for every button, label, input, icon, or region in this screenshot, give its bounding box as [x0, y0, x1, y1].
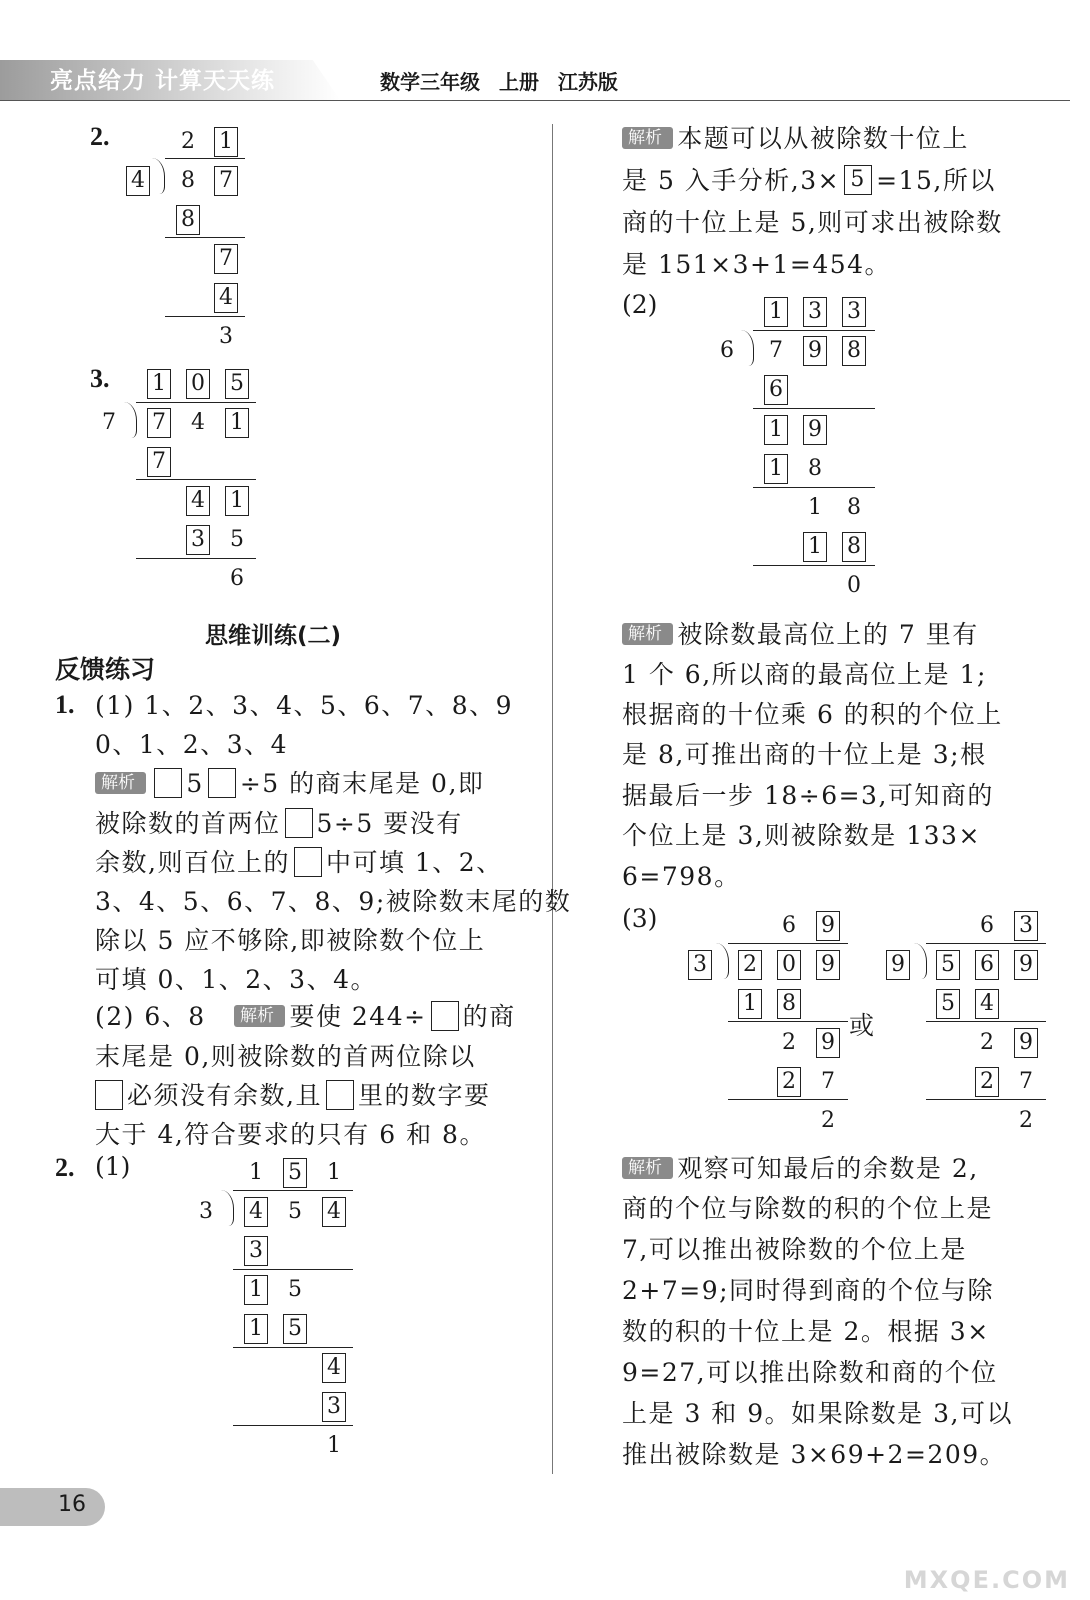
page-number: 16 [58, 1492, 86, 1517]
quotient-digit-box: 9 [816, 911, 840, 941]
part-label: (1) [95, 691, 135, 720]
quotient-digit-box: 1 [764, 297, 788, 327]
page-number-tab [0, 1488, 105, 1526]
text: 推出被除数是 3×69+2=209。 [622, 1440, 1007, 1469]
division-line [233, 1269, 353, 1270]
answer-text: 0、1、2、3、4 [95, 730, 289, 759]
text: 可填 0、1、2、3、4。 [95, 965, 377, 994]
text: 上是 3 和 9。如果除数是 3,可以 [622, 1399, 1013, 1428]
remainder: 6 [230, 566, 244, 591]
division-line [926, 1099, 1046, 1100]
text: 被除数最高位上的 7 里有 [677, 620, 979, 649]
quotient-digit-box: 3 [803, 297, 827, 327]
step-digit-box: 8 [842, 532, 866, 562]
text: 根据商的十位乘 6 的积的个位上 [622, 700, 1003, 729]
question-number: 3. [90, 364, 110, 393]
step-digit: 8 [847, 495, 861, 520]
text: 6=798。 [622, 862, 741, 891]
text: 本题可以从被除数十位上 [677, 124, 969, 153]
divisor: 7 [102, 410, 116, 435]
text: =15,所以 [876, 166, 996, 195]
step-digit-box: 5 [936, 989, 960, 1019]
step-digit-box: 5 [283, 1314, 307, 1344]
dividend-digit-box: 9 [816, 950, 840, 980]
question-number: 2. [55, 1153, 75, 1182]
empty-box [208, 768, 236, 798]
question-number: 1. [55, 690, 75, 719]
dividend-digit-box: 1 [225, 408, 249, 438]
header-brand: 亮点给力 计算天天练 [50, 68, 276, 94]
division-line [136, 479, 256, 480]
dividend-digit: 7 [769, 338, 783, 363]
division-line [165, 316, 245, 317]
step-digit-box: 4 [975, 989, 999, 1019]
step-digit-box: 6 [764, 375, 788, 405]
text: 是 151×3+1=454。 [622, 250, 892, 279]
empty-box [285, 808, 313, 838]
division-line [753, 487, 875, 488]
division-line [728, 1099, 848, 1100]
step-digit-box: 1 [803, 532, 827, 562]
text: 观察可知最后的余数是 2, [677, 1154, 979, 1183]
analysis-tag: 解析 · [622, 1157, 673, 1179]
text: 数的积的十位上是 2。根据 3× [622, 1317, 990, 1346]
dividend-digit: 4 [191, 410, 205, 435]
step-digit-box: 9 [803, 415, 827, 445]
remainder: 2 [1019, 1108, 1033, 1133]
step-digit-box: 9 [1014, 1028, 1038, 1058]
remainder: 2 [821, 1108, 835, 1133]
divisor: 6 [720, 338, 734, 363]
step-digit-box: 7 [214, 244, 238, 274]
dividend-digit-box: 6 [975, 950, 999, 980]
division-bar [233, 1190, 353, 1191]
text: 是 8,可推出商的十位上是 3;根 [622, 740, 987, 769]
division-bar [136, 402, 256, 403]
analysis-tag: 解析 · [622, 623, 673, 645]
watermark: MXQE.COM [903, 1566, 1070, 1594]
text: 要使 244÷ [289, 1002, 427, 1031]
dividend-digit: 8 [181, 168, 195, 193]
header-book-title: 数学三年级 上册 江苏版 [380, 70, 618, 94]
section-title: 思维训练(二) [205, 623, 342, 649]
text: 据最后一步 18÷6=3,可知商的 [622, 781, 994, 810]
text: 里的数字要 [357, 1081, 491, 1110]
empty-box [154, 768, 182, 798]
divisor-box: 3 [688, 950, 712, 980]
remainder: 0 [847, 573, 861, 598]
dividend-digit-box: 5 [936, 950, 960, 980]
division-line [136, 558, 256, 559]
quotient-digit-box: 1 [214, 127, 238, 157]
text: 末尾是 0,则被除数的首两位除以 [95, 1042, 476, 1071]
division-bar [165, 158, 245, 159]
text: 大于 4,符合要求的只有 6 和 8。 [95, 1120, 486, 1149]
step-digit: 7 [1019, 1069, 1033, 1094]
text: 中可填 1、2、 [325, 848, 503, 877]
dividend-digit-box: 9 [1014, 950, 1038, 980]
dividend-digit-box: 4 [244, 1197, 268, 1227]
part-label: (2) [95, 1002, 135, 1031]
empty-box [326, 1080, 354, 1110]
step-digit-box: 1 [764, 415, 788, 445]
step-digit: 5 [230, 527, 244, 552]
division-line [926, 1021, 1046, 1022]
dividend-digit-box: 9 [803, 336, 827, 366]
part-label: (3) [622, 904, 658, 933]
step-digit-box: 3 [186, 525, 210, 555]
step-digit: 7 [821, 1069, 835, 1094]
step-digit-box: 7 [147, 447, 171, 477]
column-divider [552, 124, 553, 1474]
text: 的商 [462, 1002, 516, 1031]
quotient-digit: 1 [327, 1160, 341, 1185]
text: 3、4、5、6、7、8、9;被除数末尾的数 [95, 887, 572, 916]
quotient-digit: 6 [782, 913, 796, 938]
answer-box: 5 [844, 165, 872, 195]
division-line [753, 408, 875, 409]
division-line [728, 1021, 848, 1022]
dividend-digit: 5 [288, 1199, 302, 1224]
step-digit-box: 3 [244, 1236, 268, 1266]
division-bar [926, 943, 1046, 944]
remainder: 1 [327, 1433, 341, 1458]
division-line [753, 565, 875, 566]
step-digit-box: 4 [214, 283, 238, 313]
step-digit-box: 1 [244, 1275, 268, 1305]
text: 5 [186, 769, 204, 798]
text: 个位上是 3,则被除数是 133× [622, 821, 981, 850]
analysis-tag: 解析 · [95, 772, 146, 794]
division-bracket [124, 402, 137, 438]
step-digit-box: 1 [244, 1314, 268, 1344]
step-digit-box: 8 [176, 205, 200, 235]
division-bracket [914, 943, 927, 979]
text: 被除数的首两位 [95, 809, 281, 838]
quotient-digit-box: 0 [186, 369, 210, 399]
empty-box [431, 1001, 459, 1031]
quotient-digit-box: 5 [283, 1158, 307, 1188]
division-bracket [716, 943, 729, 979]
text: 7,可以推出被除数的个位上是 [622, 1235, 967, 1264]
text: 1 个 6,所以商的最高位上是 1; [622, 660, 987, 689]
feedback-title: 反馈练习 [55, 655, 156, 684]
step-digit-box: 1 [225, 486, 249, 516]
text: 余数,则百位上的 [95, 848, 290, 877]
text: 是 5 入手分析,3× [622, 166, 841, 195]
part-label: (1) [95, 1152, 131, 1181]
quotient-digit-box: 1 [147, 369, 171, 399]
dividend-digit-box: 7 [147, 408, 171, 438]
division-line [165, 237, 245, 238]
dividend-digit-box: 4 [322, 1197, 346, 1227]
step-digit-box: 9 [816, 1028, 840, 1058]
dividend-digit-box: 8 [842, 336, 866, 366]
text: 9=27,可以推出除数和商的个位 [622, 1358, 998, 1387]
step-digit-box: 4 [322, 1353, 346, 1383]
dividend-digit-box: 0 [777, 950, 801, 980]
analysis-tag: 解析 · [622, 127, 673, 149]
answer-text: 6、8 [144, 1002, 206, 1031]
step-digit: 8 [808, 456, 822, 481]
step-digit-box: 4 [186, 486, 210, 516]
answer-text: 1、2、3、4、5、6、7、8、9 [144, 691, 514, 720]
divisor-box: 4 [126, 166, 150, 196]
text: ÷5 的商末尾是 0,即 [239, 769, 485, 798]
divisor: 3 [199, 1199, 213, 1224]
question-number: 2. [90, 122, 110, 151]
step-digit-box: 2 [975, 1067, 999, 1097]
dividend-digit-box: 7 [214, 166, 238, 196]
quotient-digit-box: 3 [842, 297, 866, 327]
division-line [233, 1347, 353, 1348]
division-bar [753, 330, 875, 331]
division-bracket [152, 158, 165, 194]
step-digit-box: 1 [738, 989, 762, 1019]
text: 必须没有余数,且 [127, 1081, 322, 1110]
text: 5÷5 要没有 [316, 809, 463, 838]
step-digit: 1 [808, 495, 822, 520]
text: 除以 5 应不够除,即被除数个位上 [95, 926, 486, 955]
quotient-digit: 6 [980, 913, 994, 938]
text: 商的个位与除数的积的个位上是 [622, 1194, 994, 1223]
step-digit-box: 3 [322, 1392, 346, 1422]
empty-box [95, 1080, 123, 1110]
division-line [233, 1425, 353, 1426]
division-bracket [221, 1190, 234, 1226]
analysis-tag: 解析 · [234, 1005, 285, 1027]
remainder: 3 [219, 324, 233, 349]
text: 2+7=9;同时得到商的个位与除 [622, 1276, 995, 1305]
step-digit: 2 [980, 1030, 994, 1055]
quotient-digit: 2 [181, 129, 195, 154]
header-rule [0, 100, 1070, 101]
quotient-digit-box: 3 [1014, 911, 1038, 941]
division-bracket [741, 330, 754, 366]
part-label: (2) [622, 290, 658, 319]
step-digit-box: 2 [777, 1067, 801, 1097]
dividend-digit-box: 2 [738, 950, 762, 980]
divisor-box: 9 [886, 950, 910, 980]
step-digit-box: 8 [777, 989, 801, 1019]
division-bar [728, 943, 848, 944]
step-digit: 5 [288, 1277, 302, 1302]
text: 商的十位上是 5,则可求出被除数 [622, 208, 1003, 237]
empty-box [294, 847, 322, 877]
step-digit: 2 [782, 1030, 796, 1055]
quotient-digit: 1 [249, 1160, 263, 1185]
quotient-digit-box: 5 [225, 369, 249, 399]
step-digit-box: 1 [764, 454, 788, 484]
or-word: 或 [849, 1011, 875, 1040]
